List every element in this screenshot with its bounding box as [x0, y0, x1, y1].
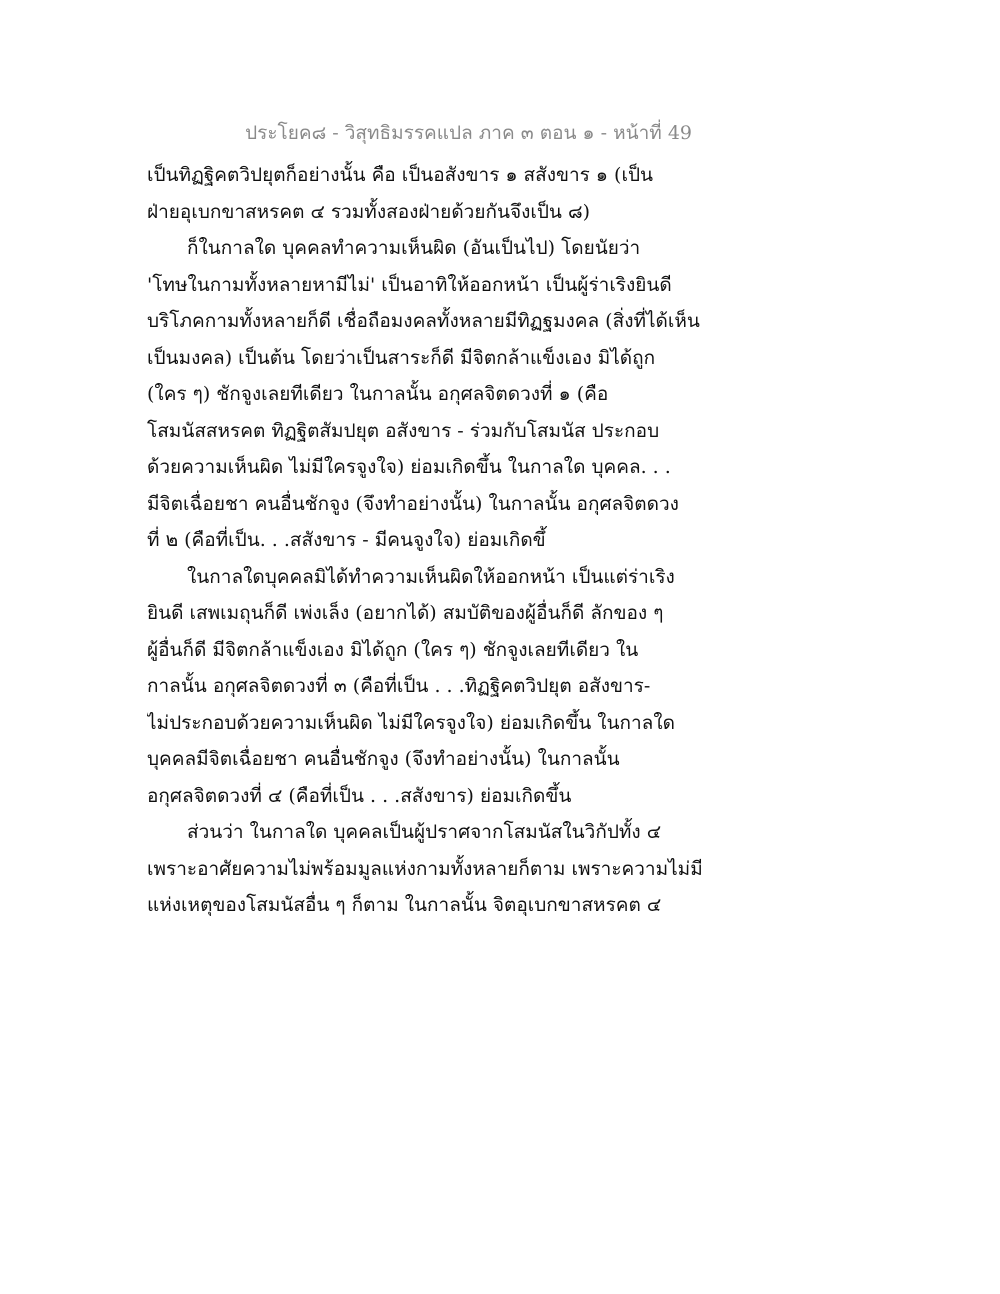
text-line-21: แห่งเหตุของโสมนัสอื่น ๆ ก็ตาม ในกาลนั้น จิตอุเบกขาสหรคต ๔: [147, 894, 662, 916]
text-line-2: ฝ่ายอุเบกขาสหรคต ๔ รวมทั้งสองฝ่ายด้วยกันจึงเป็น ๘): [147, 200, 591, 223]
text-line-17: บุคคลมีจิตเฉื่อยชา คนอื่นชักจูง (จึงทำอย่างนั้น) ในกาลนั้น: [147, 748, 620, 770]
text-line-14: ผู้อื่นก็ดี มีจิตกล้าแข็งเอง มิได้ถูก (ใคร ๆ) ชักจูงเลยทีเดียว ใน: [147, 638, 639, 661]
text-line-13: ยินดี เสพเมถุนก็ดี เพ่งเล็ง (อยากได้) สมบัติของผู้อื่นก็ดี ลักของ ๆ: [147, 602, 664, 624]
text-line-6: เป็นมงคล) เป็นต้น โดยว่าเป็นสาระก็ดี มีจิตกล้าแข็งเอง มิได้ถูก: [147, 346, 656, 369]
text-line-9: ด้วยความเห็นผิด ไม่มีใครจูงใจ) ย่อมเกิดขึ้น ในกาลใด บุคคล. . .: [147, 456, 671, 478]
text-line-10: มีจิตเฉื่อยชา คนอื่นชักจูง (จึงทำอย่างนั้น) ในกาลนั้น อกุศลจิตดวง: [147, 492, 679, 515]
text-line-20: เพราะอาศัยความไม่พร้อมมูลแห่งกามทั้งหลายก็ตาม เพราะความไม่มี: [147, 857, 703, 880]
text-line-3-paragraph-start: ก็ในกาลใด บุคคลทำความเห็นผิด (อันเป็นไป) โดยนัยว่า: [187, 237, 641, 259]
text-line-5: บริโภคกามทั้งหลายก็ดี เชื่อถือมงคลทั้งหลายมีทิฏฐมงคล (สิ่งที่ได้เห็น: [147, 310, 700, 332]
text-line-11: ที่ ๒ (คือที่เป็น. . .สสังขาร - มีคนจูงใจ) ย่อมเกิดขึ้: [147, 529, 546, 551]
text-line-12-paragraph-start: ในกาลใดบุคคลมิได้ทำความเห็นผิดให้ออกหน้า เป็นแต่ร่าเริง: [187, 565, 675, 588]
text-line-4: 'โทษในกามทั้งหลายหามีไม่' เป็นอาทิให้ออกหน้า เป็นผู้ร่าเริงยินดี: [147, 273, 672, 296]
body-text: [147, 157, 707, 924]
text-line-1: เป็นทิฏฐิคตวิปยุตก็อย่างนั้น คือ เป็นอสังขาร ๑ สสังขาร ๑ (เป็น: [147, 164, 653, 186]
text-line-15: กาลนั้น อกุศลจิตดวงที่ ๓ (คือที่เป็น . . .ทิฏฐิคตวิปยุต อสังขาร-: [147, 675, 651, 697]
text-line-19-paragraph-start: ส่วนว่า ในกาลใด บุคคลเป็นผู้ปราศจากโสมนัสในวิกัปทั้ง ๔: [187, 821, 662, 843]
running-header: ประโยค๘ - วิสุทธิมรรคแปล ภาค ๓ ตอน ๑ - หน้าที่ 49: [245, 122, 692, 144]
text-line-18: อกุศลจิตดวงที่ ๔ (คือที่เป็น . . .สสังขาร) ย่อมเกิดขึ้น: [147, 784, 572, 807]
text-line-7: (ใคร ๆ) ชักจูงเลยทีเดียว ในกาลนั้น อกุศลจิตดวงที่ ๑ (คือ: [147, 383, 609, 405]
text-line-16: ไม่ประกอบด้วยความเห็นผิด ไม่มีใครจูงใจ) ย่อมเกิดขึ้น ในกาลใด: [147, 711, 675, 734]
text-line-8: โสมนัสสหรคต ทิฏฐิตสัมปยุต อสังขาร - ร่วมกับโสมนัส ประกอบ: [147, 419, 660, 442]
